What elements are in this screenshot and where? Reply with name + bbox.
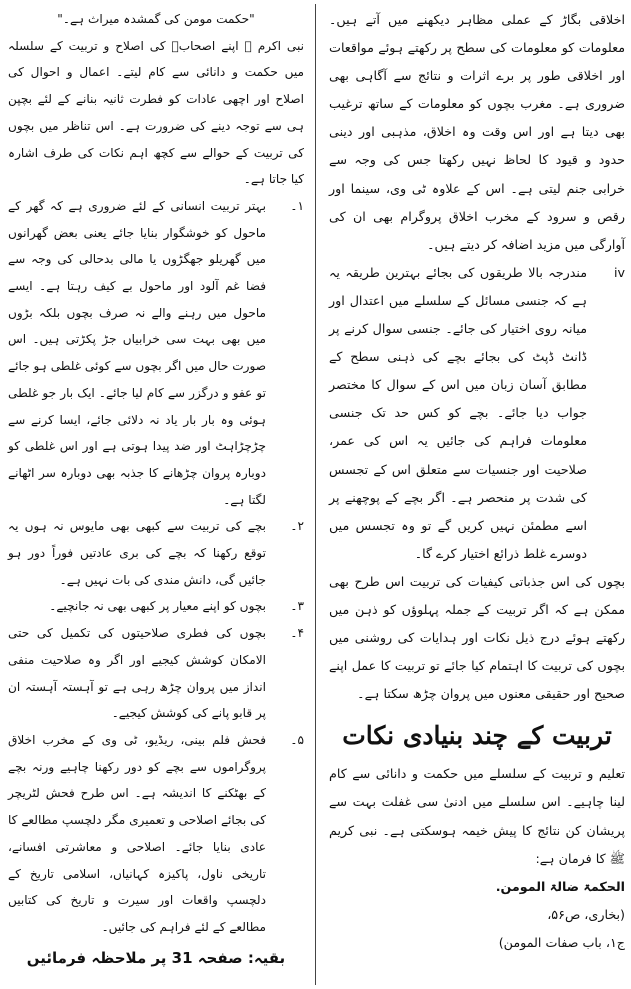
hadith-quote: "حکمت مومن کی گمشدہ میراث ہے۔" [57, 12, 255, 26]
point-5-number: ۵۔ [290, 732, 304, 747]
point-2-number: ۲۔ [290, 519, 304, 534]
point-5 [8, 727, 304, 941]
right-paragraph-3: تعلیم و تربیت کے سلسلے میں حکمت و دانائی سے کام لینا چاہیے۔ اس سلسلے میں ادنیٰ سی غفلت بہت سے پریشان کن نتائج کا پیش خیمہ ہوسکتی ہے۔ نبی کریم ﷺ کا فرمان ہے: [329, 766, 625, 866]
section-heading: تربیت کے چند بنیادی نکات [342, 721, 612, 751]
point-1-text: بہتر تربیت انسانی کے لئے ضروری ہے کہ گھر کے ماحول کو خوشگوار بنایا جائے یعنی بعض گھرانوں میں گھریلو جھگڑوں یا مالی بدحالی کی وجہ سے فضا غم آلود اور ماحول بے کیف رہتا ہے۔ ایسے ماحول میں رہنے والے نہ صرف بچوں بلکہ بڑوں میں بھی بہت سی خرابیاں جڑ پکڑتی ہیں۔ اس صورت حال میں اگر بچوں سے کوئی غلطی ہو جائے تو عفو و درگزر سے کام لیا جائے۔ ایک بار جو غلطی ہوئی وہ بار بار یاد نہ دلائی جائے، ایسا کرنے سے چڑچڑاہٹ اور ضد پیدا ہوتی ہے اور اس غلطی کو دوبارہ پروان چڑھانے کا جذبہ بھی دوبارہ سر اٹھانے لگتا ہے۔ [8, 198, 266, 507]
left-paragraph-1: نبی اکرم ﷺ اپنے اصحابؓ کی اصلاح و تربیت کے سلسلہ میں حکمت و دانائی سے کام لیتے۔ اعمال و احوال کی اصلاح اور اچھی عادات کو فطرت ثانیہ بنانے کے لئے بچپن ہی سے توجہ دینے کی ضرورت ہے۔ اس تناظر میں بچوں کی تربیت کے حوالے سے کچھ اہم نکات کی طرف اشارہ کیا جاتا ہے۔ [8, 38, 304, 187]
right-paragraph-2: بچوں کی اس جذباتی کیفیات کی تربیت اس طرح بھی ممکن ہے کہ اگر تربیت کے جملہ پہلوؤں کو ذہن میں رکھتے ہوئے درج ذیل نکات اور ہدایات کی روشنی میں بچوں کی تربیت کا اہتمام کیا جائے تو تربیت کا عمل اپنے صحیح اور حقیقی معنوں میں پروان چڑھ سکتا ہے۔ [329, 573, 625, 702]
point-3 [8, 593, 304, 620]
point-1 [8, 193, 304, 513]
point-2 [8, 513, 304, 593]
continuation-note: بقیہ: صفحہ 31 پر ملاحظہ فرمائیں [26, 948, 286, 967]
right-paragraph-1: اخلاقی بگاڑ کے عملی مظاہر دیکھنے میں آتے ہیں۔ معلومات کو معلومات کی سطح پر رکھتے ہوئے مواقعات اور اخلاقی طور پر برے اثرات و نتائج سے آگاہی بھی ضروری ہے۔ مغرب بچوں کو معلومات کے ساتھ ترغیب بھی دیتا ہے اور اس وقت وہ اخلاق، مذہبی اور دینی حدود و قیود کا لحاظ نہیں رکھتا جس کی وجہ سے خرابی جنم لیتی ہے۔ اس کے علاوہ ٹی وی، سینما اور رقص و سرود کے مخرب اخلاق پروگرام بھی ان کی آوارگی میں مزید اضافہ کر دیتے ہیں۔ [329, 12, 625, 252]
hadith-reference-1: (بخاری، ص۵۶، [547, 906, 625, 922]
point-5-text: فحش فلم بینی، ریڈیو، ٹی وی کے مخرب اخلاق پروگراموں سے بچے کو دور رکھنا چاہیے ورنہ بچے کے بھٹکنے کا اندیشہ ہے۔ اس طرح فحش لٹریچر کی بجائے اصلاحی و تعمیری مگر دلچسپ مطالعے کا عادی بنایا جائے۔ اصلاحی و معاشرتی افسانے، تاریخی ناول، پاکیزہ کہانیاں، اسلامی تاریخ کے دلچسپ واقعات اور سیرت و تاریخ کی کتابیں مطالعے کے لئے فراہم کی جائیں۔ [8, 732, 266, 934]
point-3-text: بچوں کو اپنے معیار پر کبھی بھی نہ جانچیے۔ [49, 599, 266, 614]
hadith-reference-2: ج۱، باب صفات المومن) [498, 934, 625, 950]
arabic-hadith: الحکمۃ ضالۃ المومن. [495, 878, 625, 894]
point-2-text: بچے کی تربیت سے کبھی بھی مایوس نہ ہوں یہ توقع رکھنا کہ بچے کی بری عادتیں فوراً دور ہو جائیں گی، دانش مندی کی بات نہیں ہے۔ [8, 519, 266, 587]
left-column [8, 6, 304, 971]
point-iv [329, 259, 625, 568]
point-4-number: ۴۔ [290, 626, 304, 641]
point-3-number: ۳۔ [290, 599, 304, 614]
point-4 [8, 620, 304, 727]
point-iv-text: مندرجہ بالا طریقوں کی بجائے بہترین طریقہ یہ ہے کہ جنسی مسائل کے سلسلے میں اعتدال اور میانہ روی اختیار کی جائے۔ جنسی سوال کرنے پر ڈانٹ ڈپٹ کی بجائے بچے کی ذہنی سطح کے مطابق آسان زبان میں اس کے سوال کا مختصر جواب دیا جائے۔ بچے کو کس حد تک جنسی معلومات فراہم کی جائیں یہ اس کی عمر، صلاحیت اور جنسیات سے متعلق اس کے تجسس کی شدت پر منحصر ہے۔ اگر بچے کے پوچھنے پر اسے مطمئن نہیں کریں گے تو وہ تجسس میں دوسرے غلط ذرائع اختیار کرے گا۔ [329, 264, 587, 561]
point-1-number: ۱۔ [290, 198, 304, 213]
column-divider [315, 4, 316, 985]
right-column [329, 6, 625, 957]
point-iv-number: iv [613, 264, 625, 280]
point-4-text: بچوں کی فطری صلاحیتوں کی تکمیل کی حتی الامکان کوشش کیجیے اور اگر وہ صلاحیت منفی انداز میں پروان چڑھ رہی ہے تو آہستہ آہستہ ان پر قابو پانے کی کوشش کیجیے۔ [8, 626, 266, 721]
